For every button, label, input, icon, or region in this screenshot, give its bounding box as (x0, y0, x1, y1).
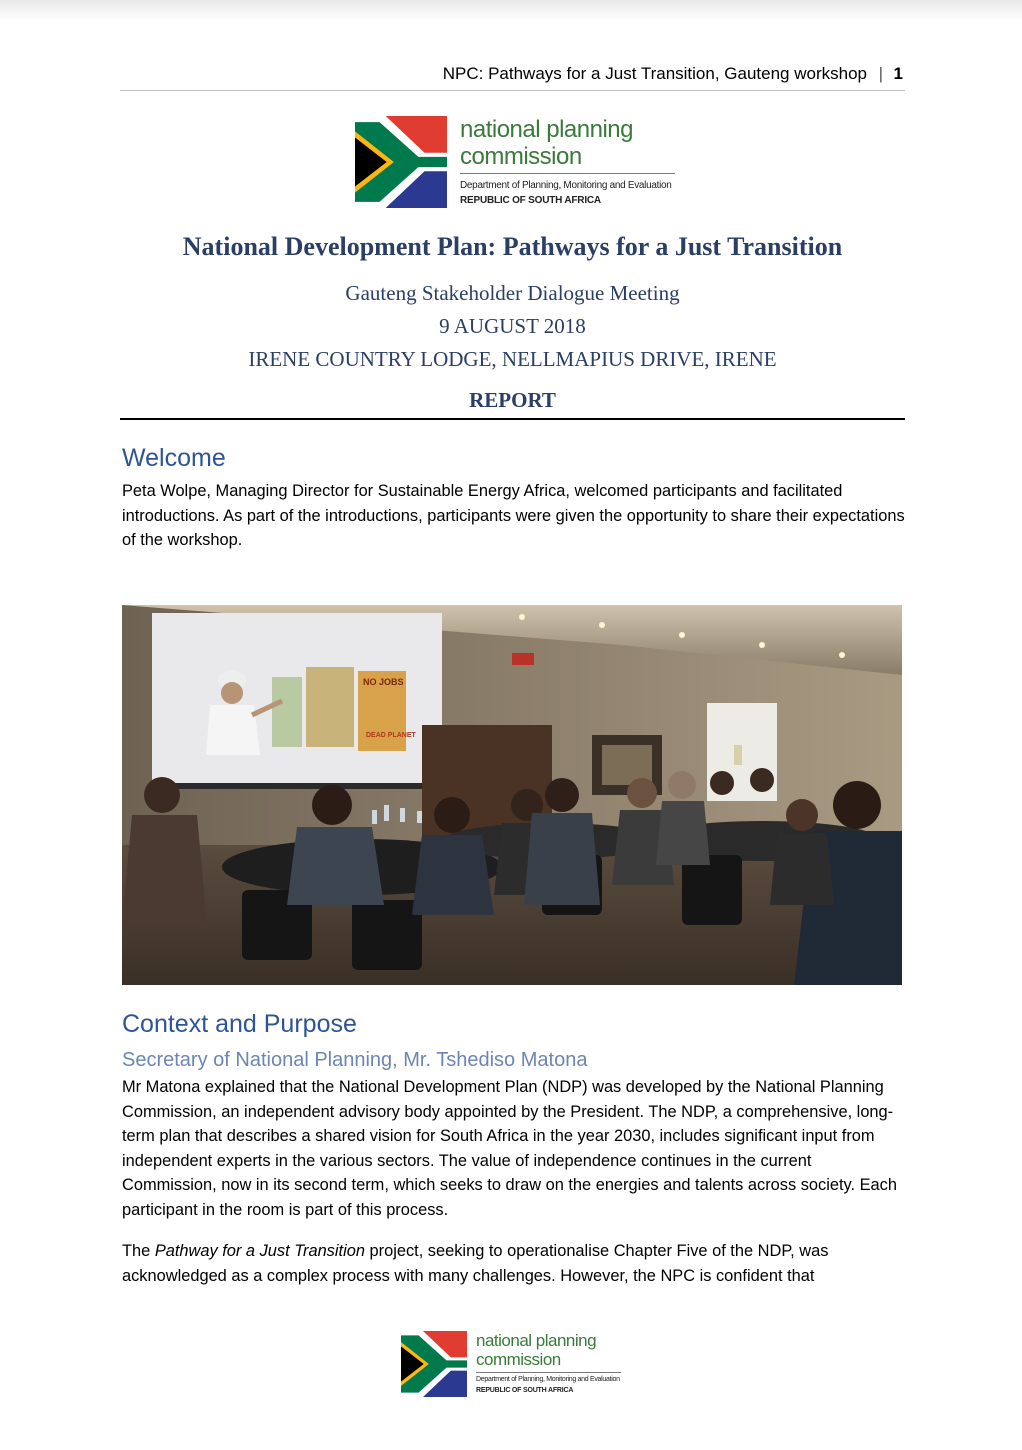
context-paragraph-1: Mr Matona explained that the National Development Plan (NDP) was developed by the National Planning Commission, an independent advisory body appointed by the President. The NDP, a comprehensive, long-term plan that describes a shared vision for South Africa in the year 2030, includes significant input from independent experts in the various sectors. The value of independence continues in the current Commission, now in its second term, which seeks to draw on the energies and talents across society. Each participant in the room is part of this process. (122, 1078, 897, 1219)
logo-department: Department of Planning, Monitoring and Evaluation (460, 180, 672, 191)
south-africa-flag-icon (401, 1331, 467, 1397)
logo-country: REPUBLIC OF SOUTH AFRICA (460, 195, 601, 206)
meeting-date: 9 AUGUST 2018 (439, 314, 586, 338)
project-name: Pathway for a Just Transition (154, 1242, 365, 1260)
context-subheading: Secretary of National Planning, Mr. Tshediso Matona (122, 1049, 588, 1071)
footer-logo-name-line2: commission (476, 1350, 561, 1369)
page-top-shadow (0, 0, 1022, 22)
running-header-separator: | (878, 64, 883, 83)
context-heading: Context and Purpose (122, 1010, 357, 1038)
running-header (120, 62, 905, 91)
npc-logo-footer (401, 1331, 631, 1399)
meeting-name: Gauteng Stakeholder Dialogue Meeting (345, 281, 680, 305)
footer-logo-divider (476, 1372, 621, 1373)
report-label: REPORT (469, 388, 556, 412)
logo-divider (460, 173, 675, 174)
footer-logo-country: REPUBLIC OF SOUTH AFRICA (476, 1387, 574, 1394)
welcome-paragraph: Peta Wolpe, Managing Director for Sustainable Energy Africa, welcomed participants and facilitated introductions. As part of the introductions, participants were given the opportunity to share their expectations of the workshop. (122, 482, 905, 550)
south-africa-flag-icon (355, 116, 447, 208)
poster-text-no-jobs: NO JOBS (363, 677, 404, 687)
logo-name-line2: commission (460, 143, 582, 170)
workshop-photo (122, 605, 902, 985)
context-paragraph-2 (122, 1239, 907, 1288)
logo-name-line1: national planning (460, 116, 633, 143)
running-header-title: NPC: Pathways for a Just Transition, Gauteng workshop (442, 64, 867, 83)
meeting-venue: IRENE COUNTRY LODGE, NELLMAPIUS DRIVE, IRENE (248, 347, 777, 371)
workshop-photo-illustration (122, 605, 902, 985)
welcome-heading: Welcome (122, 444, 226, 472)
context-paragraph-2-lead: The (122, 1242, 155, 1260)
npc-logo-top (355, 116, 685, 212)
page-number: 1 (893, 64, 903, 83)
context-paragraph-2-rest: project, seeking to operationalise Chapter Five of the NDP, was acknowledged as a complex process with many challenges. However, the NPC is confident that (122, 1242, 829, 1285)
title-divider (120, 418, 905, 420)
document-title: National Development Plan: Pathways for a Just Transition (182, 232, 843, 261)
poster-text-dead-planet: DEAD PLANET (366, 732, 416, 739)
footer-logo-department: Department of Planning, Monitoring and Evaluation (476, 1376, 620, 1383)
footer-logo-name-line1: national planning (476, 1331, 597, 1350)
